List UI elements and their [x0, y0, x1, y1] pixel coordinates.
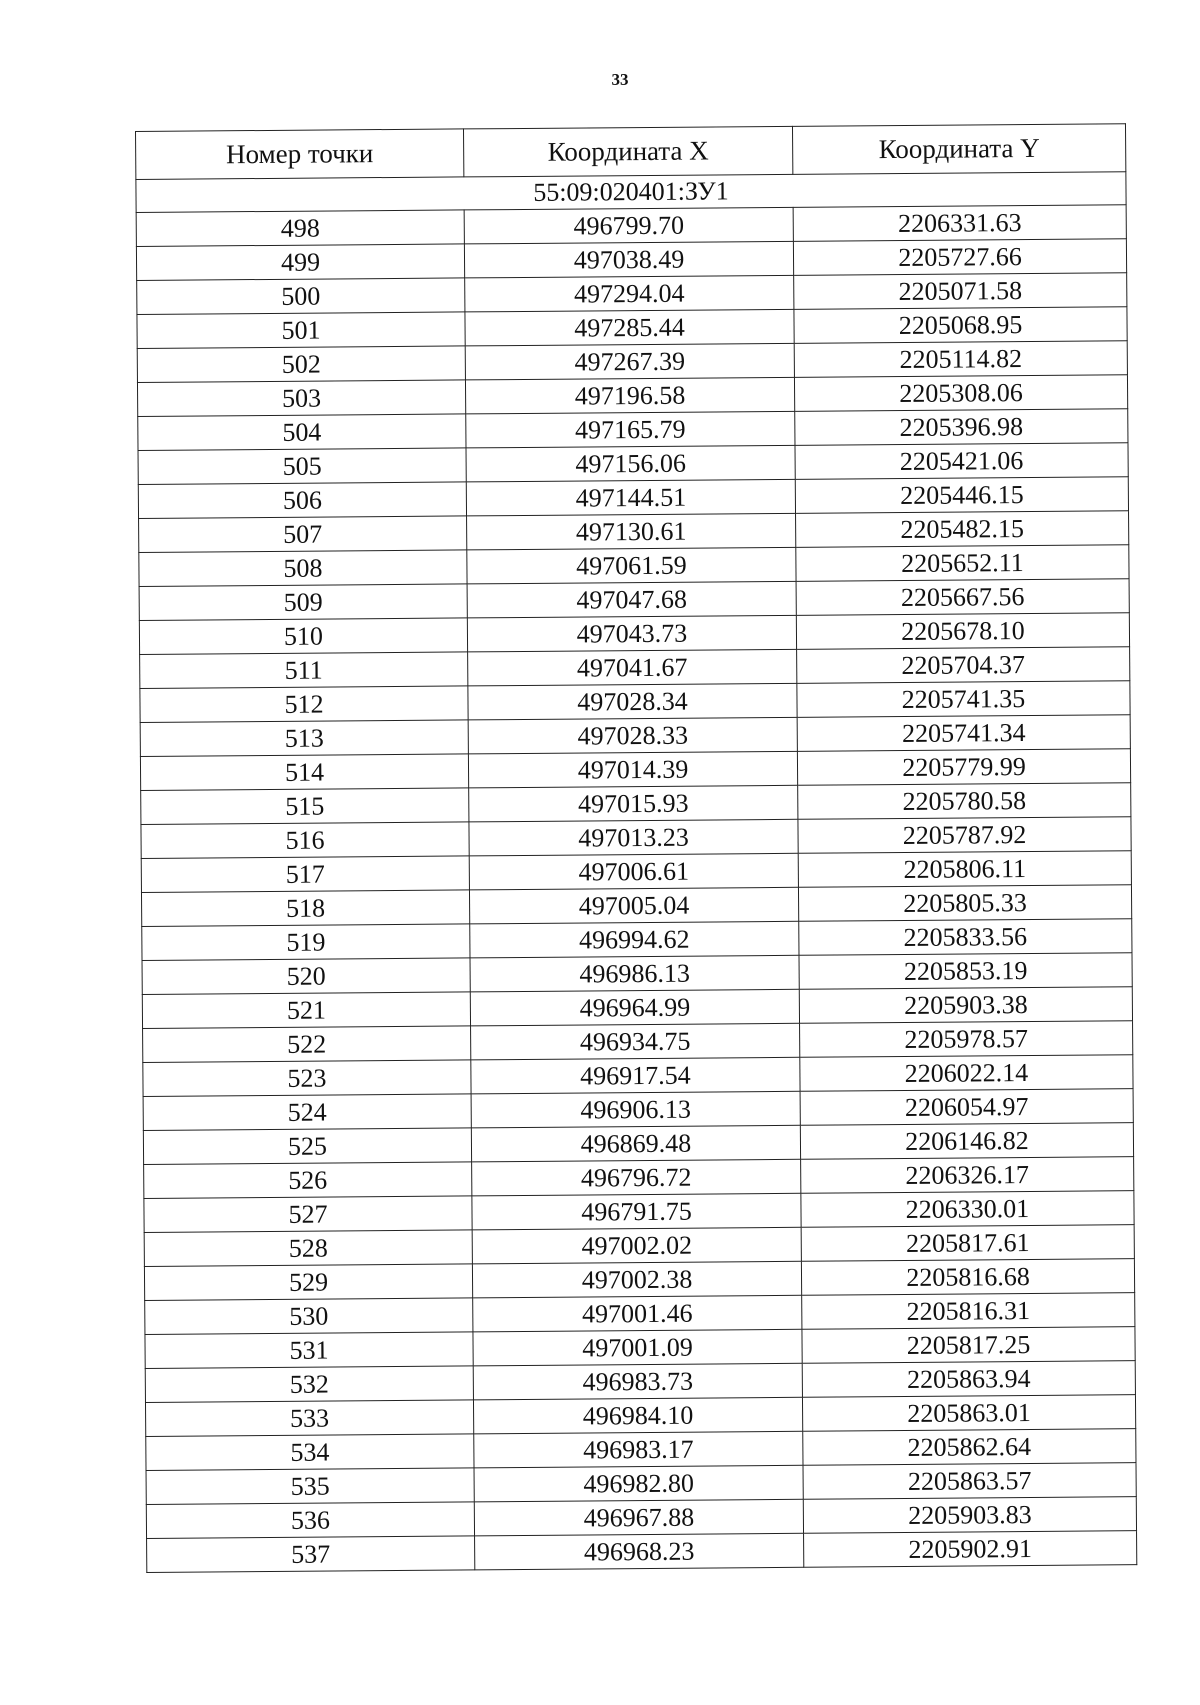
point-number-cell: 498 [136, 210, 464, 247]
coordinate-x-cell: 497047.68 [467, 581, 796, 618]
coordinate-x-cell: 497061.59 [467, 547, 796, 584]
point-number-cell: 519 [142, 924, 470, 961]
coordinate-y-cell: 2206331.63 [793, 205, 1126, 242]
coordinate-y-cell: 2205816.68 [801, 1259, 1134, 1296]
coordinate-x-cell: 497002.38 [472, 1261, 801, 1298]
coordinate-y-cell: 2205071.58 [794, 273, 1127, 310]
coordinate-y-cell: 2205779.99 [797, 749, 1130, 786]
coordinate-x-cell: 496906.13 [471, 1091, 800, 1128]
coordinate-y-cell: 2205667.56 [796, 579, 1129, 616]
coordinate-x-cell: 496799.70 [464, 207, 793, 244]
coordinate-y-cell: 2205787.92 [798, 817, 1131, 854]
coordinate-x-cell: 497005.04 [469, 887, 798, 924]
coordinate-x-cell: 496796.72 [472, 1159, 801, 1196]
coordinate-y-cell: 2205862.64 [803, 1429, 1136, 1466]
point-number-cell: 500 [137, 278, 465, 315]
point-number-cell: 536 [146, 1502, 474, 1539]
point-number-cell: 517 [141, 856, 469, 893]
coordinate-x-cell: 496983.17 [474, 1431, 803, 1468]
header-coordinate-x: Координата X [463, 126, 792, 177]
coordinate-y-cell: 2206054.97 [800, 1089, 1133, 1126]
point-number-cell: 501 [137, 312, 465, 349]
coordinate-x-cell: 497165.79 [466, 411, 795, 448]
coordinate-y-cell: 2205727.66 [793, 239, 1126, 276]
coordinate-x-cell: 496967.88 [474, 1499, 803, 1536]
point-number-cell: 514 [140, 754, 468, 791]
coordinate-y-cell: 2205978.57 [800, 1021, 1133, 1058]
coordinate-y-cell: 2205741.34 [797, 715, 1130, 752]
coordinate-x-cell: 497144.51 [466, 479, 795, 516]
coordinate-x-cell: 497285.44 [465, 309, 794, 346]
point-number-cell: 509 [139, 584, 467, 621]
coordinate-x-cell: 497006.61 [469, 853, 798, 890]
coordinate-x-cell: 497294.04 [465, 275, 794, 312]
point-number-cell: 526 [144, 1162, 472, 1199]
coordinate-x-cell: 497028.34 [468, 683, 797, 720]
point-number-cell: 511 [140, 652, 468, 689]
coordinate-x-cell: 497001.09 [473, 1329, 802, 1366]
coordinate-y-cell: 2205652.11 [796, 545, 1129, 582]
header-coordinate-y: Координата Y [792, 124, 1125, 175]
point-number-cell: 527 [144, 1196, 472, 1233]
coordinate-y-cell: 2205446.15 [795, 477, 1128, 514]
coordinate-y-cell: 2205863.57 [803, 1463, 1136, 1500]
point-number-cell: 525 [143, 1128, 471, 1165]
point-number-cell: 506 [138, 482, 466, 519]
table-header-row [136, 124, 1126, 180]
coordinate-y-cell: 2205817.25 [802, 1327, 1135, 1364]
coordinate-x-cell: 497196.58 [465, 377, 794, 414]
point-number-cell: 520 [142, 958, 470, 995]
coordinate-x-cell: 497156.06 [466, 445, 795, 482]
coordinate-x-cell: 496994.62 [470, 921, 799, 958]
point-number-cell: 505 [138, 448, 466, 485]
point-number-cell: 512 [140, 686, 468, 723]
point-number-cell: 521 [142, 992, 470, 1029]
coordinate-y-cell: 2205396.98 [795, 409, 1128, 446]
point-number-cell: 533 [145, 1400, 473, 1437]
coordinate-y-cell: 2206326.17 [801, 1157, 1134, 1194]
point-number-cell: 516 [141, 822, 469, 859]
coordinate-x-cell: 497001.46 [473, 1295, 802, 1332]
page-number: 33 [611, 70, 629, 89]
coordinate-y-cell: 2205068.95 [794, 307, 1127, 344]
coordinate-y-cell: 2205114.82 [794, 341, 1127, 378]
coordinate-y-cell: 2205853.19 [799, 953, 1132, 990]
point-number-cell: 528 [144, 1230, 472, 1267]
point-number-cell: 537 [147, 1536, 475, 1573]
point-number-cell: 524 [143, 1094, 471, 1131]
header-point-number: Номер точки [136, 129, 464, 180]
coordinate-y-cell: 2205816.31 [802, 1293, 1135, 1330]
point-number-cell: 529 [144, 1264, 472, 1301]
coordinate-y-cell: 2206330.01 [801, 1191, 1134, 1228]
point-number-cell: 515 [141, 788, 469, 825]
section-label: 55:09:020401:ЗУ1 [136, 172, 1126, 213]
point-number-cell: 513 [140, 720, 468, 757]
coordinate-y-cell: 2205863.01 [802, 1395, 1135, 1432]
coordinate-x-cell: 497028.33 [468, 717, 797, 754]
coordinate-y-cell: 2205741.35 [797, 681, 1130, 718]
coordinate-y-cell: 2205421.06 [795, 443, 1128, 480]
point-number-cell: 535 [146, 1468, 474, 1505]
coordinate-x-cell: 497038.49 [464, 241, 793, 278]
coordinate-y-cell: 2205903.38 [799, 987, 1132, 1024]
coordinate-x-cell: 497014.39 [468, 751, 797, 788]
coordinate-x-cell: 496984.10 [473, 1397, 802, 1434]
coordinate-y-cell: 2205805.33 [798, 885, 1131, 922]
coordinate-y-cell: 2205903.83 [803, 1497, 1136, 1534]
coordinate-x-cell: 496983.73 [473, 1363, 802, 1400]
coordinate-x-cell: 497130.61 [467, 513, 796, 550]
coordinate-x-cell: 496982.80 [474, 1465, 803, 1502]
point-number-cell: 530 [145, 1298, 473, 1335]
coordinate-x-cell: 496968.23 [475, 1533, 804, 1570]
coordinate-x-cell: 497043.73 [467, 615, 796, 652]
point-number-cell: 522 [143, 1026, 471, 1063]
coordinate-x-cell: 496964.99 [470, 989, 799, 1026]
coordinate-x-cell: 497013.23 [469, 819, 798, 856]
point-number-cell: 507 [139, 516, 467, 553]
coordinate-x-cell: 497267.39 [465, 343, 794, 380]
coordinate-y-cell: 2205806.11 [798, 851, 1131, 888]
point-number-cell: 523 [143, 1060, 471, 1097]
coordinate-y-cell: 2205863.94 [802, 1361, 1135, 1398]
point-number-cell: 502 [137, 346, 465, 383]
coordinate-x-cell: 497002.02 [472, 1227, 801, 1264]
coordinate-x-cell: 497015.93 [469, 785, 798, 822]
coordinate-x-cell: 497041.67 [468, 649, 797, 686]
coordinate-y-cell: 2205902.91 [804, 1531, 1137, 1568]
table-body [136, 172, 1137, 1573]
coordinate-x-cell: 496917.54 [471, 1057, 800, 1094]
point-number-cell: 531 [145, 1332, 473, 1369]
coordinate-x-cell: 496791.75 [472, 1193, 801, 1230]
coordinate-y-cell: 2206022.14 [800, 1055, 1133, 1092]
point-number-cell: 508 [139, 550, 467, 587]
point-number-cell: 534 [146, 1434, 474, 1471]
coordinate-x-cell: 496869.48 [471, 1125, 800, 1162]
coordinates-table-wrapper [135, 123, 1137, 1573]
coordinate-y-cell: 2205482.15 [796, 511, 1129, 548]
point-number-cell: 518 [141, 890, 469, 927]
point-number-cell: 499 [136, 244, 464, 281]
coordinate-y-cell: 2206146.82 [800, 1123, 1133, 1160]
coordinate-y-cell: 2205704.37 [797, 647, 1130, 684]
coordinate-y-cell: 2205308.06 [794, 375, 1127, 412]
point-number-cell: 503 [137, 380, 465, 417]
table-row [147, 1531, 1137, 1573]
coordinate-y-cell: 2205833.56 [799, 919, 1132, 956]
coordinates-table [135, 123, 1137, 1573]
coordinate-y-cell: 2205817.61 [801, 1225, 1134, 1262]
point-number-cell: 510 [139, 618, 467, 655]
coordinate-x-cell: 496986.13 [470, 955, 799, 992]
point-number-cell: 504 [138, 414, 466, 451]
coordinate-y-cell: 2205678.10 [796, 613, 1129, 650]
coordinate-y-cell: 2205780.58 [798, 783, 1131, 820]
coordinate-x-cell: 496934.75 [471, 1023, 800, 1060]
point-number-cell: 532 [145, 1366, 473, 1403]
